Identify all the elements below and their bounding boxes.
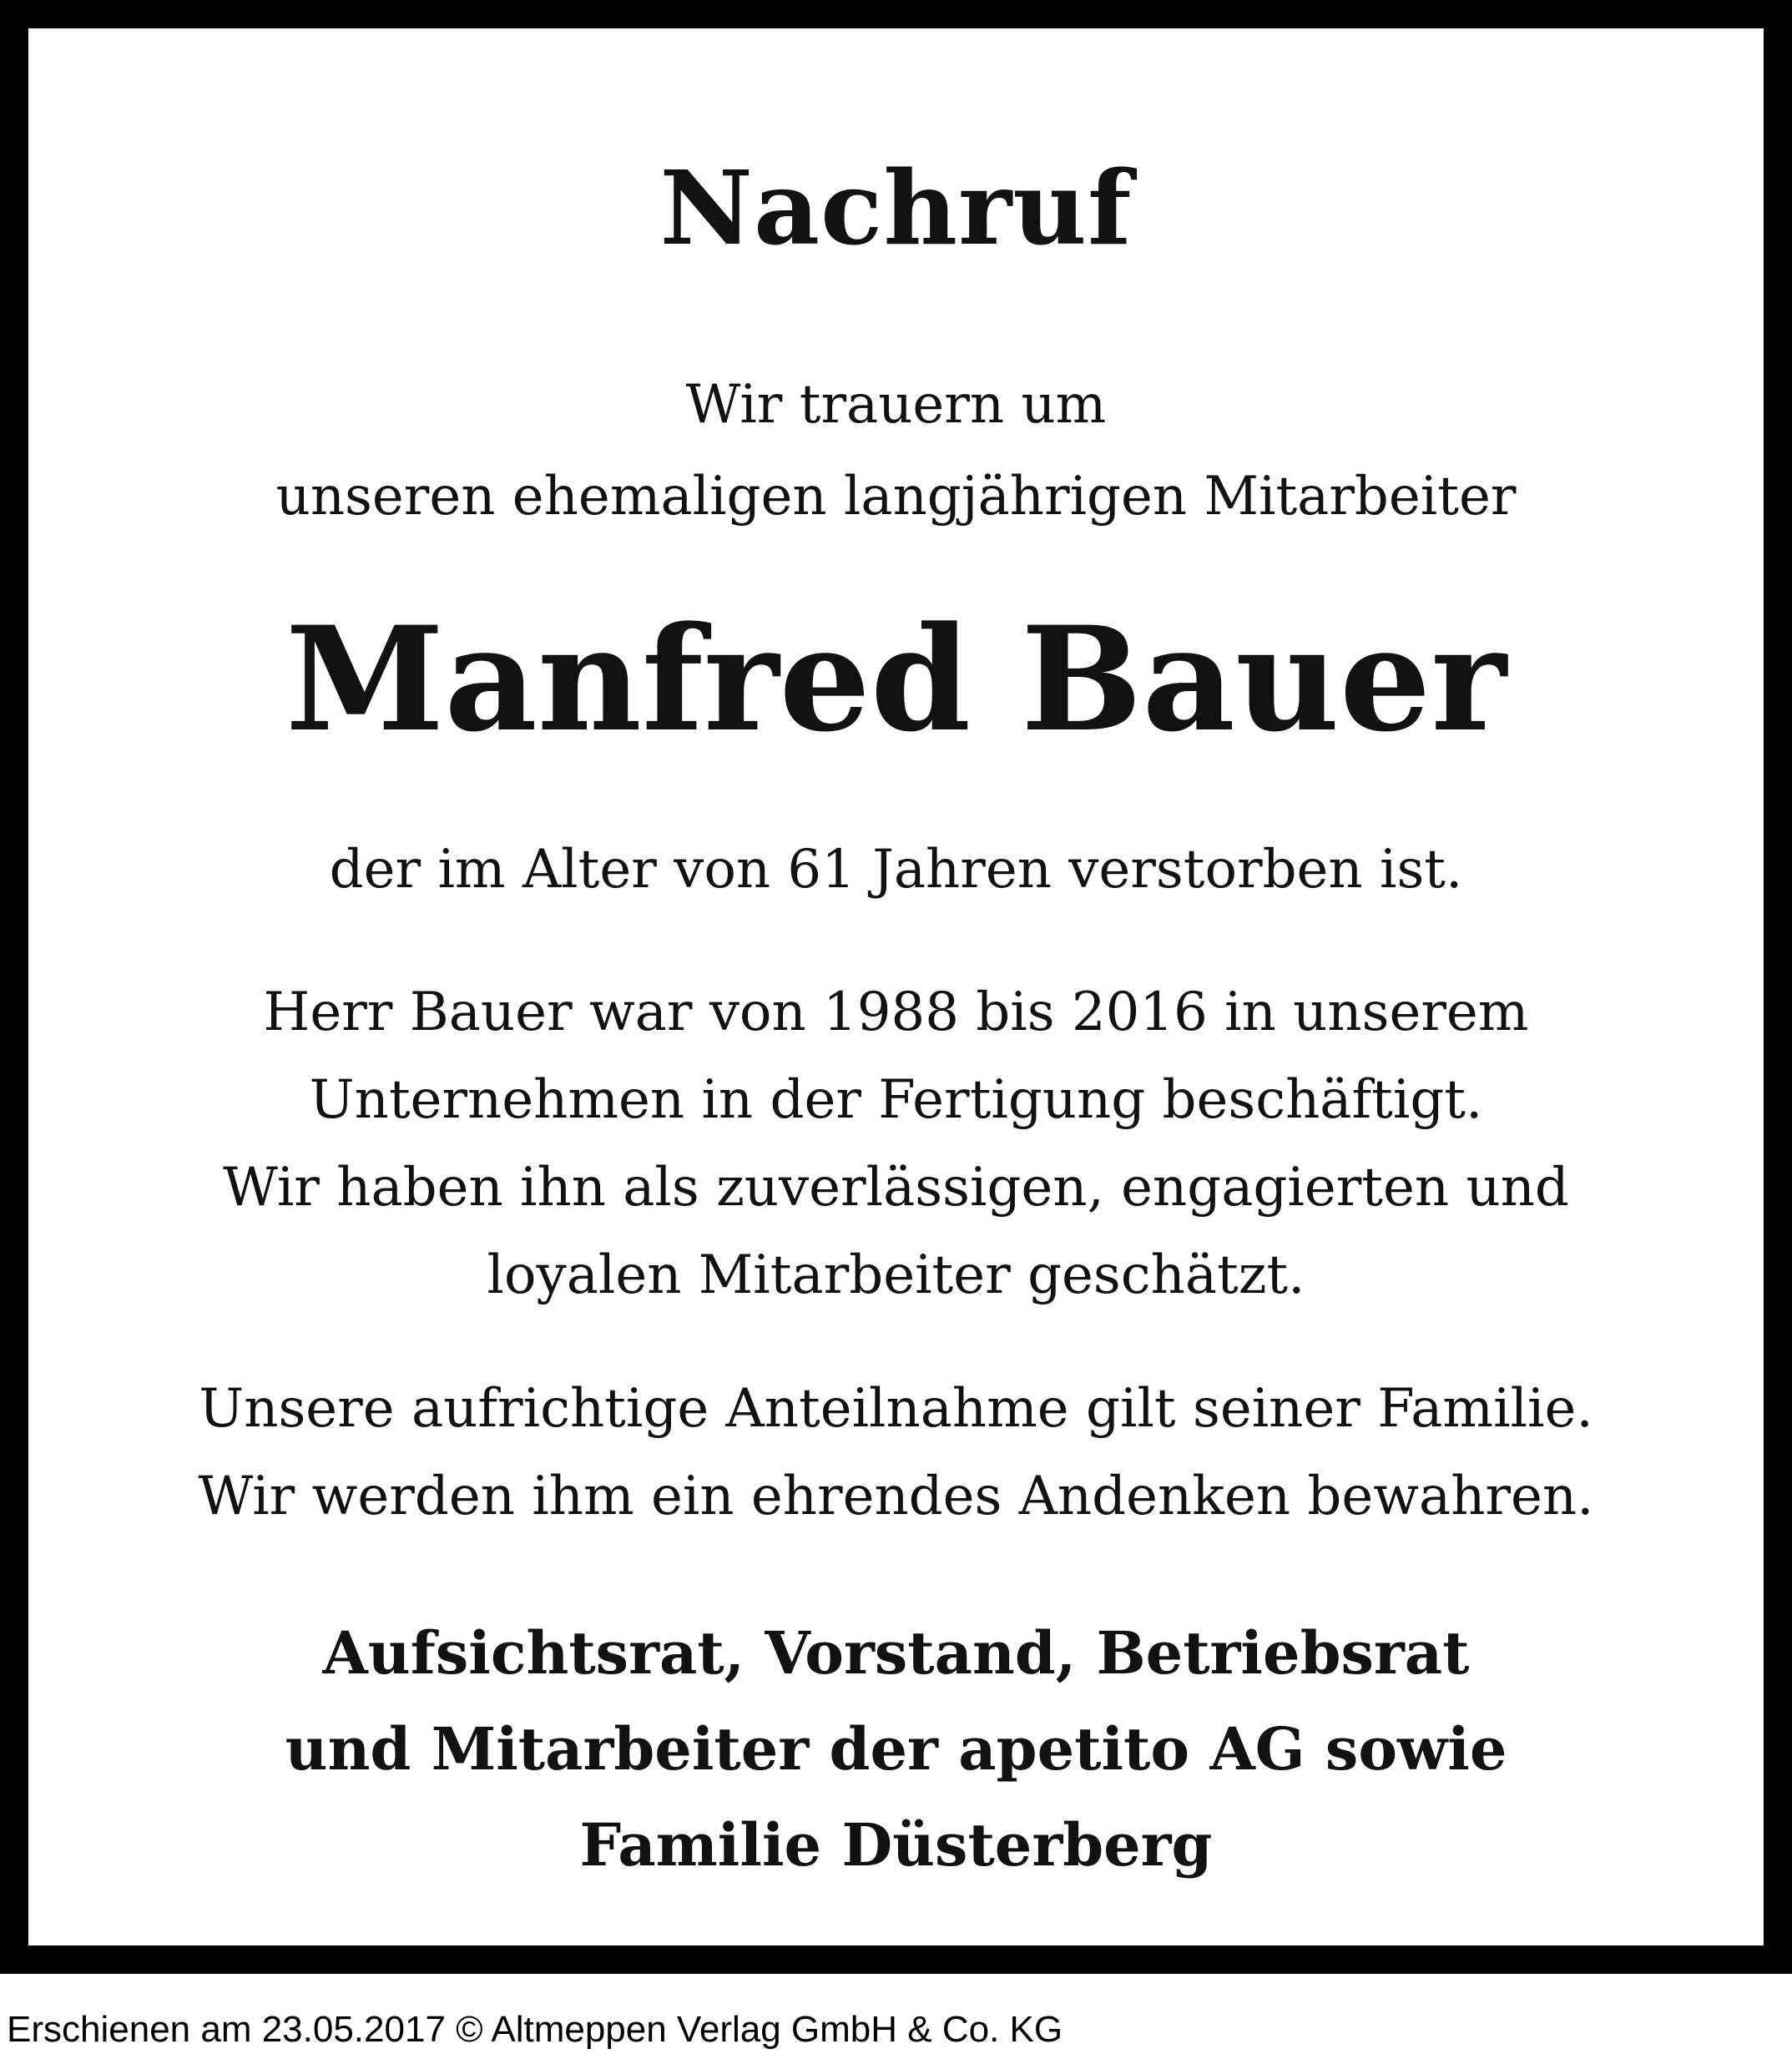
publication-footer: Erschienen am 23.05.2017 © Altmeppen Verlag GmbH & Co. KG	[7, 2009, 1063, 2050]
obituary-content	[57, 57, 1735, 1917]
bio-line: Wir haben ihn als zuverlässigen, engagierten und	[223, 1157, 1569, 1219]
biography-text	[57, 969, 1735, 1320]
signature-block	[57, 1605, 1735, 1893]
bio-line: loyalen Mitarbeiter geschätzt.	[487, 1244, 1305, 1306]
signature-line: Aufsichtsrat, Vorstand, Betriebsrat	[322, 1618, 1470, 1688]
closing-text	[57, 1365, 1735, 1541]
intro-line: Wir trauern um	[685, 374, 1107, 436]
signature-line: und Mitarbeiter der apetito AG sowie	[285, 1714, 1507, 1784]
closing-line: Wir werden ihm ein ehrendes Andenken bewahren.	[198, 1466, 1594, 1527]
age-line: der im Alter von 61 Jahren verstorben ist.	[329, 839, 1463, 901]
closing-line: Unsere aufrichtige Anteilnahme gilt seiner Familie.	[199, 1378, 1593, 1440]
intro-line: unseren ehemaligen langjährigen Mitarbeiter	[275, 466, 1517, 527]
deceased-name: Manfred Bauer	[285, 594, 1507, 764]
signature-line: Familie Düsterberg	[579, 1810, 1213, 1880]
bio-line: Herr Bauer war von 1988 bis 2016 in unserem	[263, 982, 1529, 1043]
intro-text	[57, 359, 1735, 542]
bio-line: Unternehmen in der Fertigung beschäftigt.	[309, 1069, 1483, 1131]
obituary-title: Nachruf	[659, 148, 1133, 268]
